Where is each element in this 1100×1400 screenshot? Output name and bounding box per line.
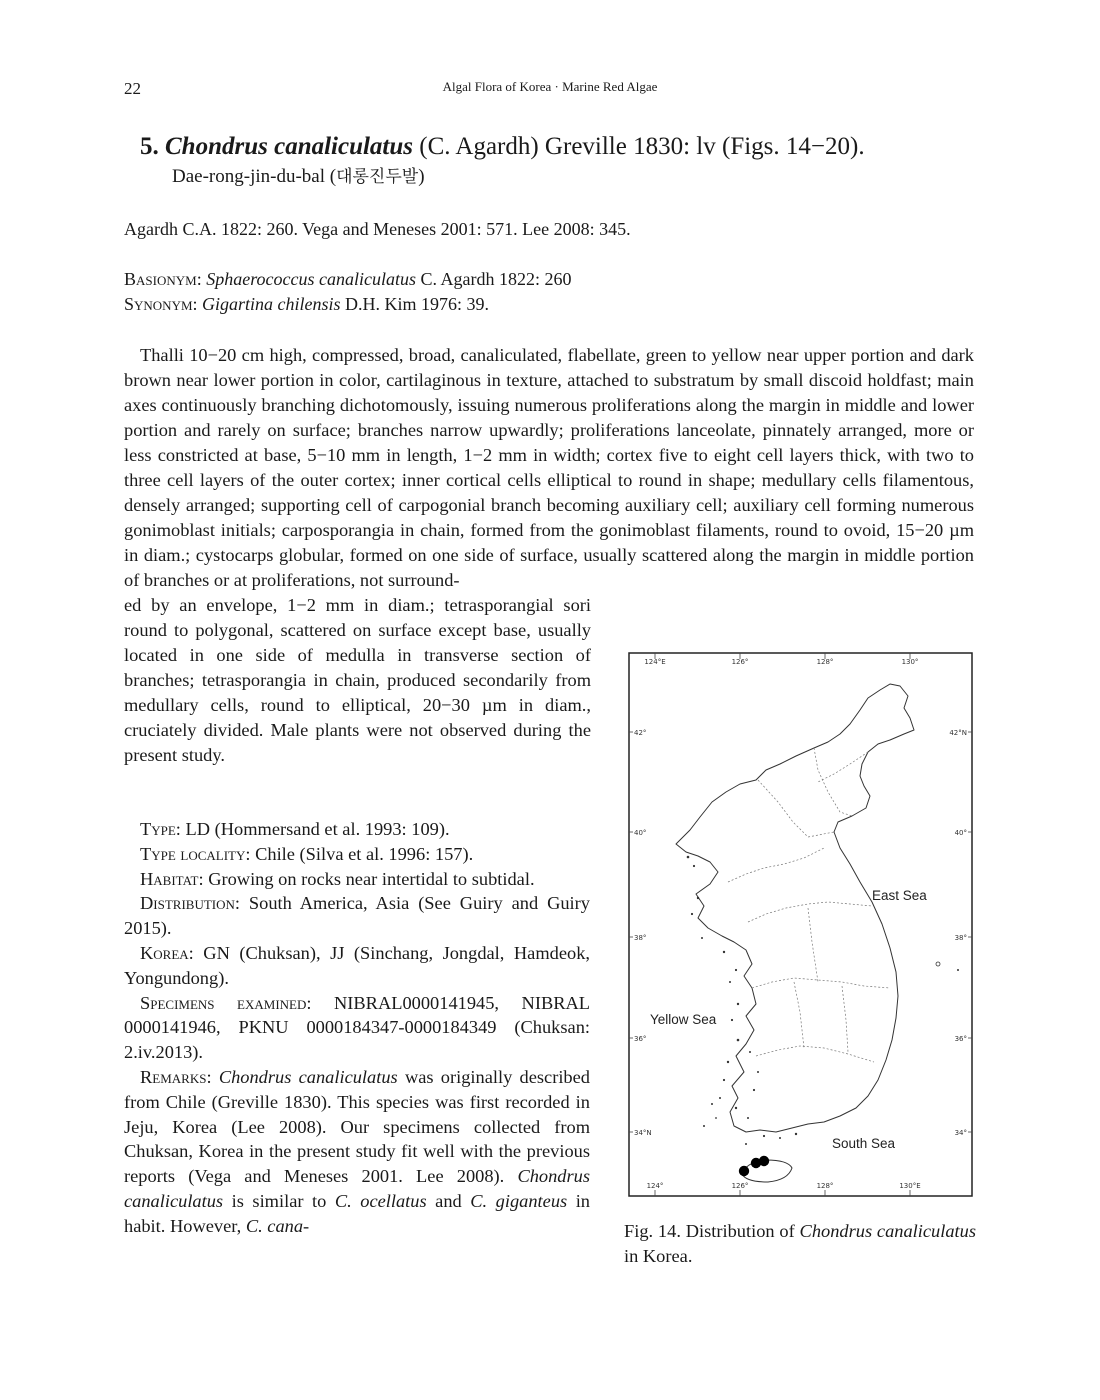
distribution-paragraph: Distribution: South America, Asia (See Guiry and Guiry 2015). <box>124 893 590 939</box>
east-sea-label: East Sea <box>872 888 927 903</box>
map-top-lon-0: 124°E <box>644 658 666 666</box>
common-name-korean: 대롱진두발 <box>336 167 419 187</box>
map-svg <box>628 652 973 1197</box>
type-locality-text: Chile (Silva et al. 1996: 157). <box>255 843 474 864</box>
map-bottom-lon-3: 130°E <box>899 1182 921 1190</box>
species-number: 5. <box>140 133 159 160</box>
running-title: Algal Flora of Korea · Marine Red Algae <box>442 79 658 94</box>
remarks-species-2: Chondrus canaliculatus <box>124 1166 590 1211</box>
species-authority: (C. Agardh) Greville 1830: lv (Figs. 14−20). <box>419 133 865 160</box>
map-bottom-lon-0: 124° <box>646 1182 664 1190</box>
map-left-lat-0: 42° <box>634 729 647 737</box>
synonym: Synonym: Gigartina chilensis D.H. Kim 1976: 39. <box>124 294 490 314</box>
synonym-name: Gigartina chilensis <box>202 294 341 314</box>
remarks-text-2: is similar to <box>223 1190 335 1211</box>
map-top-lon-2: 128° <box>816 658 834 666</box>
references: Agardh C.A. 1822: 260. Vega and Meneses 2001: 571. Lee 2008: 345. <box>124 219 631 239</box>
remarks-species-1: Chondrus canaliculatus <box>218 1066 398 1087</box>
description-full-width: Thalli 10−20 cm high, compressed, broad, canaliculated, flabellate, green to yellow near upper portion and dark brown near lower portion in color, cartilaginous in texture, attached to substratum by small discoid holdfast; main axes continuously branching dichotomously, issuing numerous proliferations along the margin in middle and lower portion and rarely on surface; branches narrow upwardly; proliferations lanceolate, pinnately arranged, more or less constricted at base, 5−10 mm in length, 1−2 mm in width; cortex five to eight cell layers thick, with two to three cell layers of the outer cortex; inner cortical cells elliptical to round in shape; medullary cells filamentous, densely arranged; supporting cell of carpogonial branch becoming auxiliary cell; auxiliary cell forming numerous gonimoblast initials; carposporangia in chain, formed from the gonimoblast filaments, round to ovoid, 15−20 µm in diam.; cystocarps globular, formed on one side of surface, usually scattered along the margin in middle portion of branches or at proliferations, not surround- <box>124 345 974 590</box>
south-sea-label: South Sea <box>832 1136 896 1151</box>
page-number: 22 <box>124 79 141 98</box>
basionym-label: Basionym <box>124 269 197 289</box>
map-right-lat-0: 42°N <box>949 729 967 737</box>
map-right-lat-3: 36° <box>954 1035 967 1043</box>
distribution-text: South America, Asia (See Guiry and Guiry 2015). <box>124 893 590 939</box>
map-left-lat-3: 36° <box>634 1035 647 1043</box>
figure-caption <box>624 1219 976 1269</box>
remarks-species-5: C. cana- <box>245 1215 310 1236</box>
map-bottom-lon-2: 128° <box>816 1182 834 1190</box>
map-left-lat-1: 40° <box>634 829 647 837</box>
type-label: Type <box>140 819 176 839</box>
caption-suffix: in Korea. <box>624 1246 693 1266</box>
korea-text: GN (Chuksan), JJ (Sinchang, Jongdal, Hamdeok, Yongundong). <box>124 942 590 988</box>
basionym: Basionym: Sphaerococcus canaliculatus C. Agardh 1822: 260 <box>124 269 572 289</box>
remarks-label: Remarks <box>140 1066 207 1087</box>
basionym-rest: C. Agardh 1822: 260 <box>416 269 572 289</box>
habitat-paragraph: Habitat: Growing on rocks near intertidal to subtidal. <box>140 868 535 889</box>
map-right-lat-1: 40° <box>954 829 967 837</box>
remarks-species-4: C. giganteus <box>470 1190 568 1211</box>
map-top-lon-3: 130° <box>901 658 919 666</box>
basionym-name: Sphaerococcus canaliculatus <box>206 269 416 289</box>
map-frame <box>629 653 972 1196</box>
synonym-rest: D.H. Kim 1976: 39. <box>340 294 490 314</box>
specimens-text: NIBRAL0000141945, NIBRAL 0000141946, PKNU 0000184347-0000184349 (Chuksan: 2.iv.2013). <box>124 992 590 1063</box>
remarks-species-3: C. ocellatus <box>334 1190 427 1211</box>
remarks-text-1: was originally described from Chile (Greville 1830). This species was first recorded in Jeju, Korea (Lee 2008). Our specimens collected from Chuksan, Korea in the present study fit well with the previous reports (Vega and Meneses 2001. Lee 2008). <box>124 1066 590 1187</box>
type-locality-label: Type locality <box>140 843 246 864</box>
habitat-text: Growing on rocks near intertidal to subtidal. <box>208 868 535 889</box>
species-scientific-name: Chondrus canaliculatus <box>165 133 414 160</box>
korea-label: Korea <box>140 942 189 963</box>
remarks-text-3: and <box>426 1190 471 1211</box>
left-column <box>124 817 590 1239</box>
distribution-label: Distribution <box>140 893 235 914</box>
description-narrow: ed by an envelope, 1−2 mm in diam.; tetrasporangial sori round to polygonal, scattered on surface except base, usually located in one side of medulla in transverse section of branches; tetrasporangia in chain, produced secondarily from medullary cells, round to elliptical, 20−30 µm in diam., cruciately divided. Male plants were not observed during the present study. <box>124 595 591 765</box>
type-locality-paragraph: Type locality: Chile (Silva et al. 1996: 157). <box>140 843 474 864</box>
map-bottom-lon-1: 126° <box>731 1182 749 1190</box>
map-left-lat-2: 38° <box>634 934 647 942</box>
map-right-lat-4: 34° <box>954 1129 967 1137</box>
dokdo-islet <box>957 969 959 971</box>
synonym-label: Synonym <box>124 294 193 314</box>
map-right-lat-2: 38° <box>954 934 967 942</box>
common-name-roman: Dae-rong-jin-du-bal <box>172 166 325 187</box>
specimens-paragraph: Specimens examined: NIBRAL0000141945, NIBRAL 0000141946, PKNU 0000184347-0000184349 (Chuksan: 2.iv.2013). <box>124 992 590 1063</box>
yellow-sea-label: Yellow Sea <box>650 1012 717 1027</box>
collection-site-marker <box>739 1166 749 1176</box>
habitat-label: Habitat <box>140 868 199 889</box>
common-name: Dae-rong-jin-du-bal (대롱진두발) <box>172 166 425 187</box>
map-top-lon-1: 126° <box>731 658 749 666</box>
remarks-paragraph: Remarks: Chondrus canaliculatus was originally described from Chile (Greville 1830). This species was first recorded in Jeju, Korea (Lee 2008). Our specimens collected from Chuksan, Korea in the present study fit well with the previous reports (Vega and Meneses 2001. Lee 2008). Chondrus canaliculatus is similar to C. ocellatus and C. giganteus in habit. However, C. cana- <box>124 1066 591 1236</box>
caption-species: Chondrus canaliculatus <box>799 1221 976 1241</box>
map-left-lat-4: 34°N <box>634 1129 652 1137</box>
distribution-map <box>628 652 973 1197</box>
type-paragraph: Type: LD (Hommersand et al. 1993: 109). <box>140 819 450 839</box>
remarks-text-4: in habit. However, <box>124 1190 591 1236</box>
collection-site-marker <box>759 1156 769 1166</box>
specimens-label: Specimens examined <box>140 992 307 1013</box>
type-text: LD (Hommersand et al. 1993: 109). <box>185 819 450 839</box>
korea-paragraph: Korea: GN (Chuksan), JJ (Sinchang, Jongdal, Hamdeok, Yongundong). <box>124 942 590 988</box>
species-title <box>140 132 865 162</box>
caption-prefix: Fig. 14. Distribution of <box>624 1221 800 1241</box>
